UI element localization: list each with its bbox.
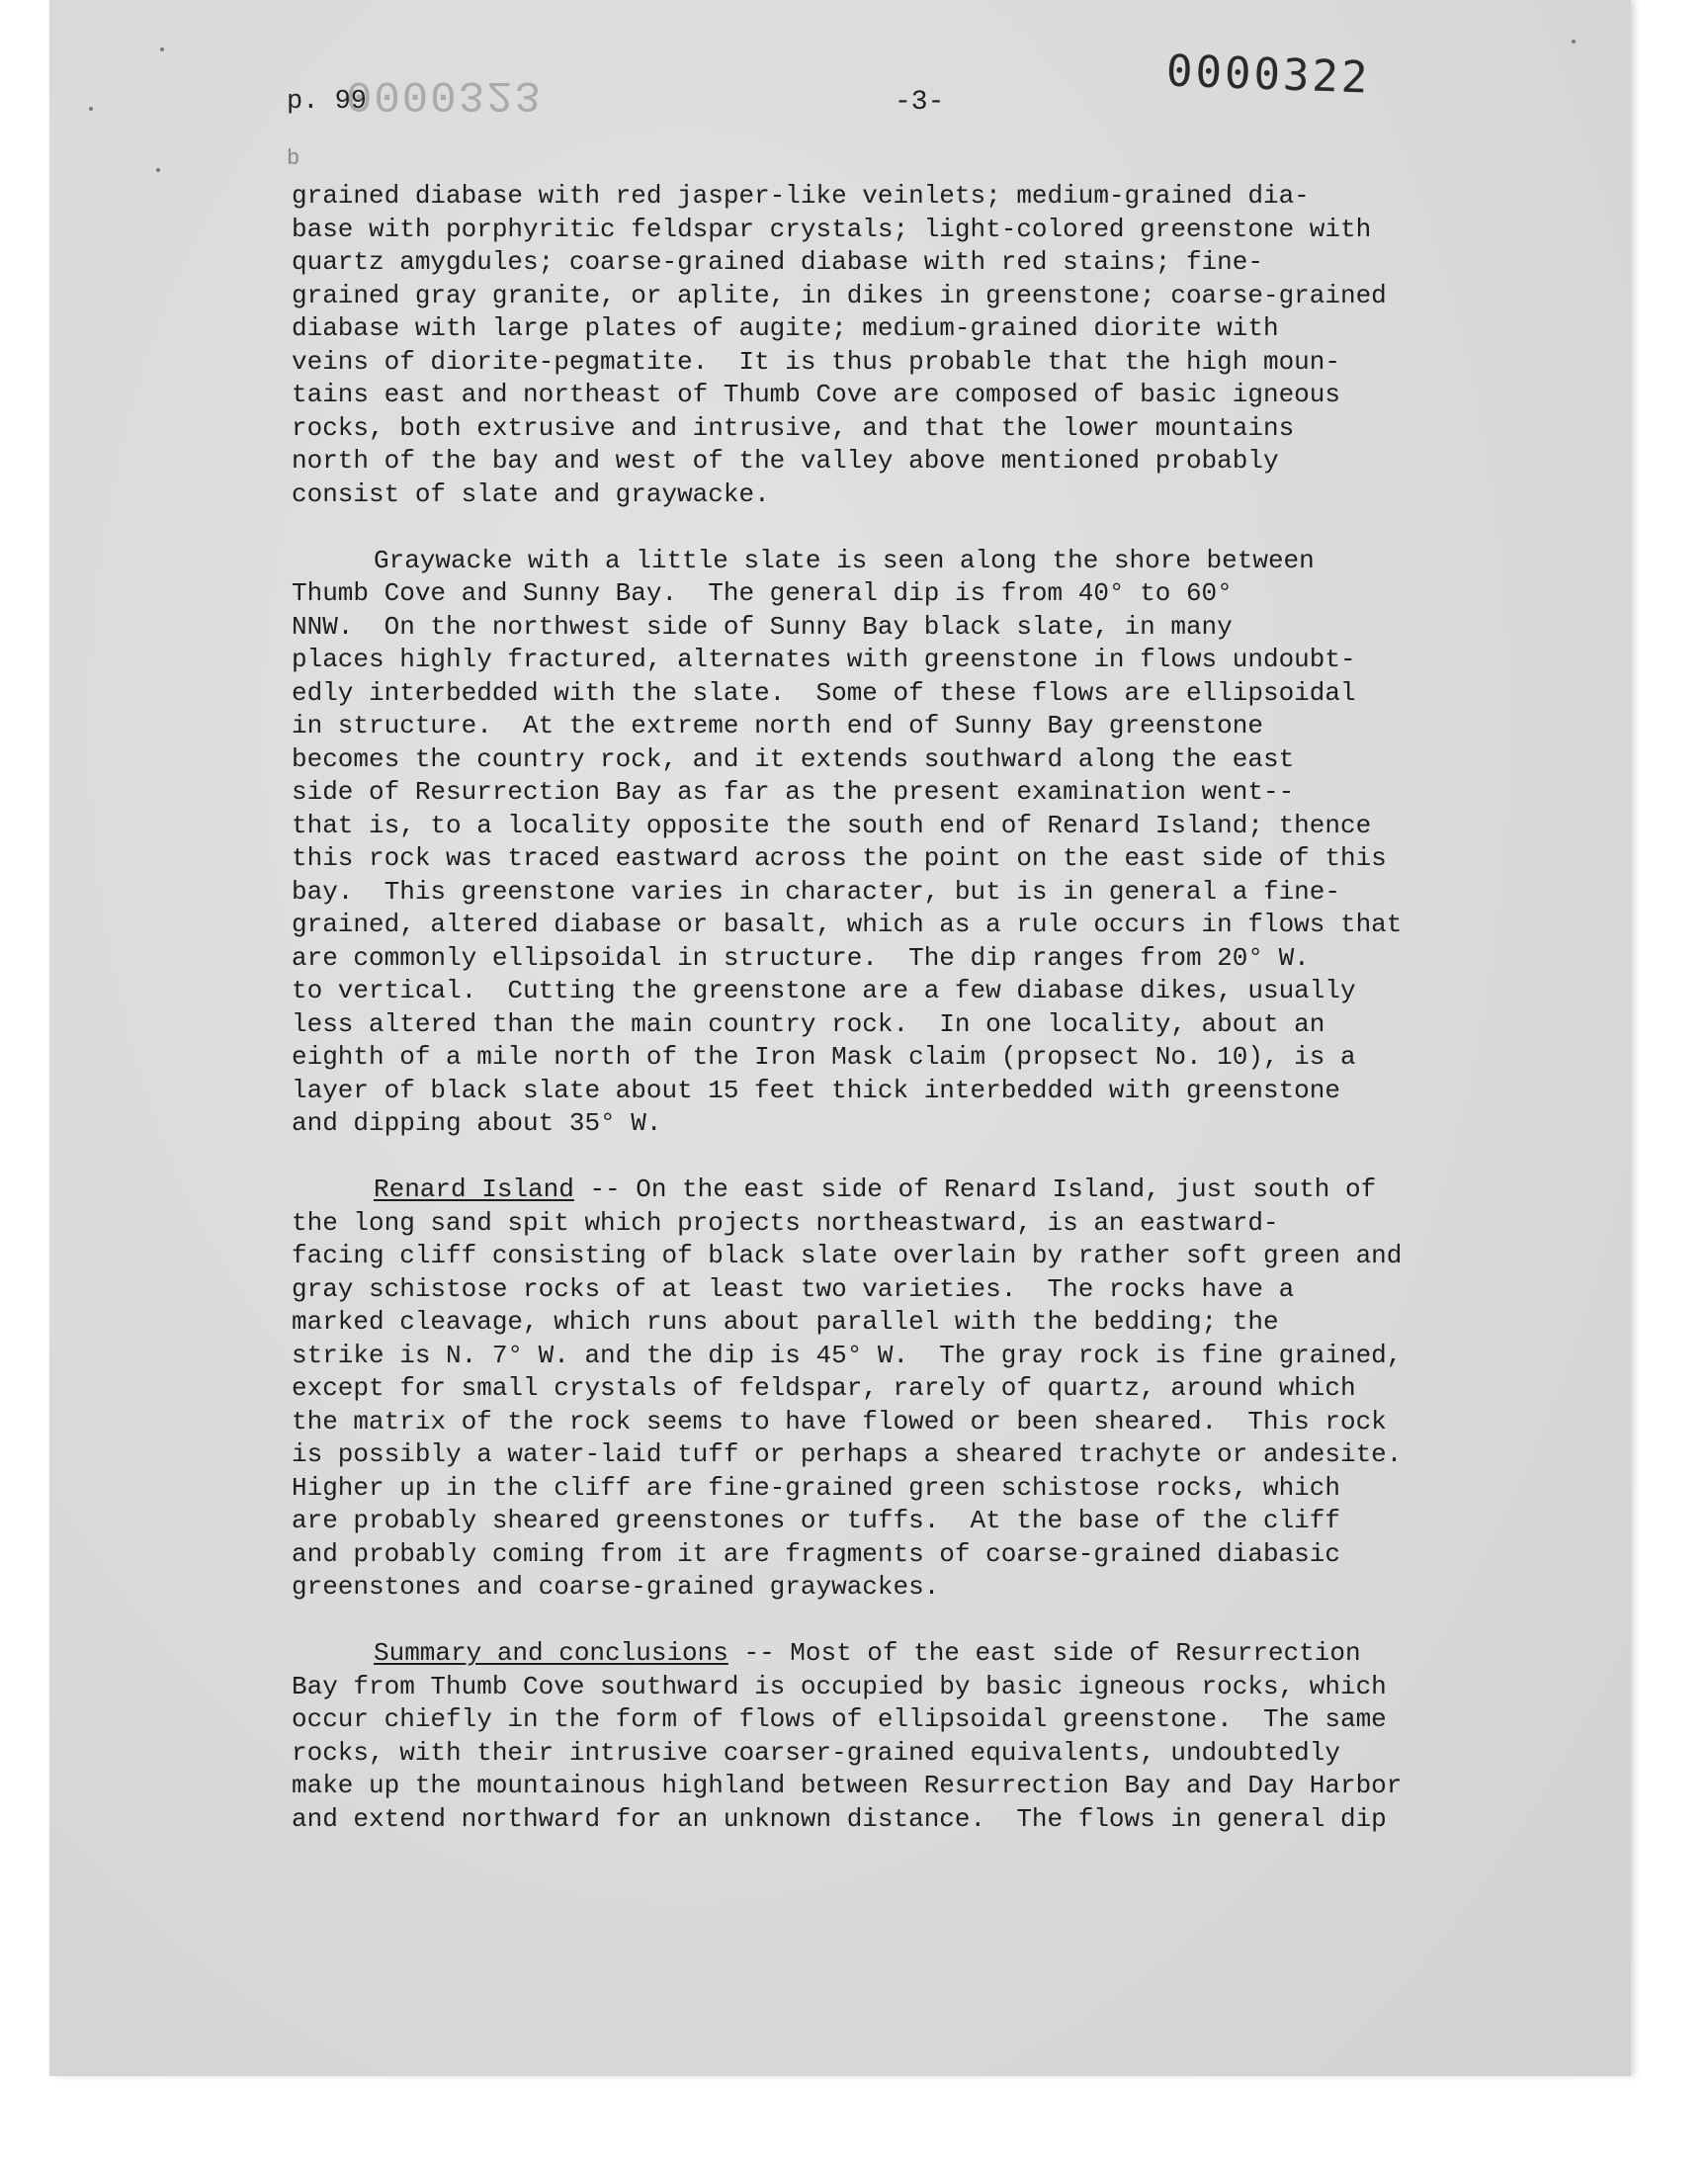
text-line: in structure. At the extreme north end of Sunny Bay greenstone [292, 711, 1263, 740]
text-line: consist of slate and graywacke. [292, 478, 770, 509]
text-line-content: -- Most of the east side of Resurrection [727, 1638, 1361, 1668]
section-heading-summary: Summary and conclusions [374, 1638, 728, 1668]
body-text [292, 180, 1547, 1870]
text-line-content: -- On the east side of Renard Island, just south of [573, 1174, 1377, 1204]
document-page [49, 0, 1631, 2076]
text-line: becomes the country rock, and it extends southward along the east [292, 743, 1295, 774]
text-line: that is, to a locality opposite the south end of Renard Island; thence [292, 810, 1372, 840]
paper-speck [160, 47, 164, 51]
text-line: rocks, with their intrusive coarser-grained equivalents, undoubtedly [292, 1737, 1340, 1768]
paragraph-renard-island [292, 1174, 1547, 1605]
text-line: gray schistose rocks of at least two varieties. The rocks have a [292, 1273, 1295, 1304]
corner-mark: b [287, 146, 300, 171]
text-line: grained, altered diabase or basalt, which as a rule occurs in flows that [292, 910, 1403, 939]
text-line: this rock was traced eastward across the point on the east side of this [292, 843, 1387, 873]
text-line: are probably sheared greenstones or tuffs. At the base of the cliff [292, 1506, 1340, 1535]
text-line: diabase with large plates of augite; medium-grained diorite with [292, 313, 1279, 343]
document-id-stamp: 0000322 [1165, 45, 1372, 104]
text-line [292, 1174, 1547, 1207]
text-line: places highly fractured, alternates with greenstone in flows undoubt- [292, 645, 1356, 674]
text-line: facing cliff consisting of black slate overlain by rather soft green and [292, 1241, 1403, 1270]
text-line: rocks, both extrusive and intrusive, and that the lower mountains [292, 412, 1295, 443]
text-line [292, 1637, 1547, 1671]
text-line: eighth of a mile north of the Iron Mask claim (propsect No. 10), is a [292, 1042, 1356, 1072]
paper-speck [1572, 40, 1576, 44]
paper-speck [89, 107, 93, 111]
text-line: and probably coming from it are fragments of coarse-grained diabasic [292, 1538, 1340, 1569]
text-line: quartz amygdules; coarse-grained diabase with red stains; fine- [292, 247, 1263, 277]
text-line: grained diabase with red jasper-like veinlets; medium-grained dia- [292, 181, 1310, 211]
paragraph-2 [292, 545, 1547, 1141]
text-line: and dipping about 35° W. [292, 1108, 662, 1138]
text-line: to vertical. Cutting the greenstone are a few diabase dikes, usually [292, 976, 1356, 1005]
text-line: strike is N. 7° W. and the dip is 45° W. The gray rock is fine grained, [292, 1340, 1403, 1370]
text-line: and extend northward for an unknown distance. The flows in general dip [292, 1803, 1387, 1834]
section-heading-renard-island: Renard Island [374, 1174, 574, 1204]
text-line: the long sand spit which projects northeastward, is an eastward- [292, 1207, 1279, 1238]
page-reference: p. 99 [287, 87, 368, 117]
text-line: edly interbedded with the slate. Some of these flows are ellipsoidal [292, 677, 1356, 708]
text-line: base with porphyritic feldspar crystals; light-colored greenstone with [292, 214, 1372, 244]
text-line: grained gray granite, or aplite, in dikes in greenstone; coarse-grained [292, 280, 1387, 310]
text-line: marked cleavage, which runs about parallel with the bedding; the [292, 1307, 1279, 1337]
text-line-content: Graywacke with a little slate is seen along the shore between [374, 545, 1315, 575]
text-line: Higher up in the cliff are fine-grained green schistose rocks, which [292, 1472, 1340, 1503]
text-line: except for small crystals of feldspar, rarely of quartz, around which [292, 1373, 1356, 1403]
text-line: veins of diorite-pegmatite. It is thus probable that the high moun- [292, 346, 1340, 377]
paragraph-summary [292, 1637, 1547, 1836]
mirrored-stamp: 0000323 [346, 69, 543, 119]
text-line: north of the bay and west of the valley above mentioned probably [292, 446, 1279, 476]
page-number: -3- [895, 87, 945, 118]
text-line: layer of black slate about 15 feet thick interbedded with greenstone [292, 1075, 1340, 1105]
text-line: side of Resurrection Bay as far as the present examination went-- [292, 777, 1295, 807]
paper-speck [156, 168, 160, 172]
text-line: less altered than the main country rock. In one locality, about an [292, 1008, 1325, 1039]
text-line: the matrix of the rock seems to have flowed or been sheared. This rock [292, 1406, 1387, 1436]
text-line: bay. This greenstone varies in character, but is in general a fine- [292, 876, 1340, 907]
text-line: is possibly a water-laid tuff or perhaps a sheared trachyte or andesite. [292, 1439, 1403, 1469]
text-line: tains east and northeast of Thumb Cove are composed of basic igneous [292, 380, 1340, 409]
paragraph-1 [292, 180, 1547, 511]
page-header [49, 0, 1631, 171]
text-line: NNW. On the northwest side of Sunny Bay black slate, in many [292, 611, 1233, 642]
text-line: make up the mountainous highland between Resurrection Bay and Day Harbor [292, 1771, 1403, 1800]
text-line: are commonly ellipsoidal in structure. The dip ranges from 20° W. [292, 942, 1310, 973]
text-line [292, 545, 1547, 578]
text-line: occur chiefly in the form of flows of ellipsoidal greenstone. The same [292, 1704, 1387, 1734]
text-line: Bay from Thumb Cove southward is occupied by basic igneous rocks, which [292, 1671, 1387, 1701]
text-line: greenstones and coarse-grained graywackes. [292, 1572, 940, 1602]
text-line: Thumb Cove and Sunny Bay. The general dip is from 40° to 60° [292, 578, 1233, 608]
